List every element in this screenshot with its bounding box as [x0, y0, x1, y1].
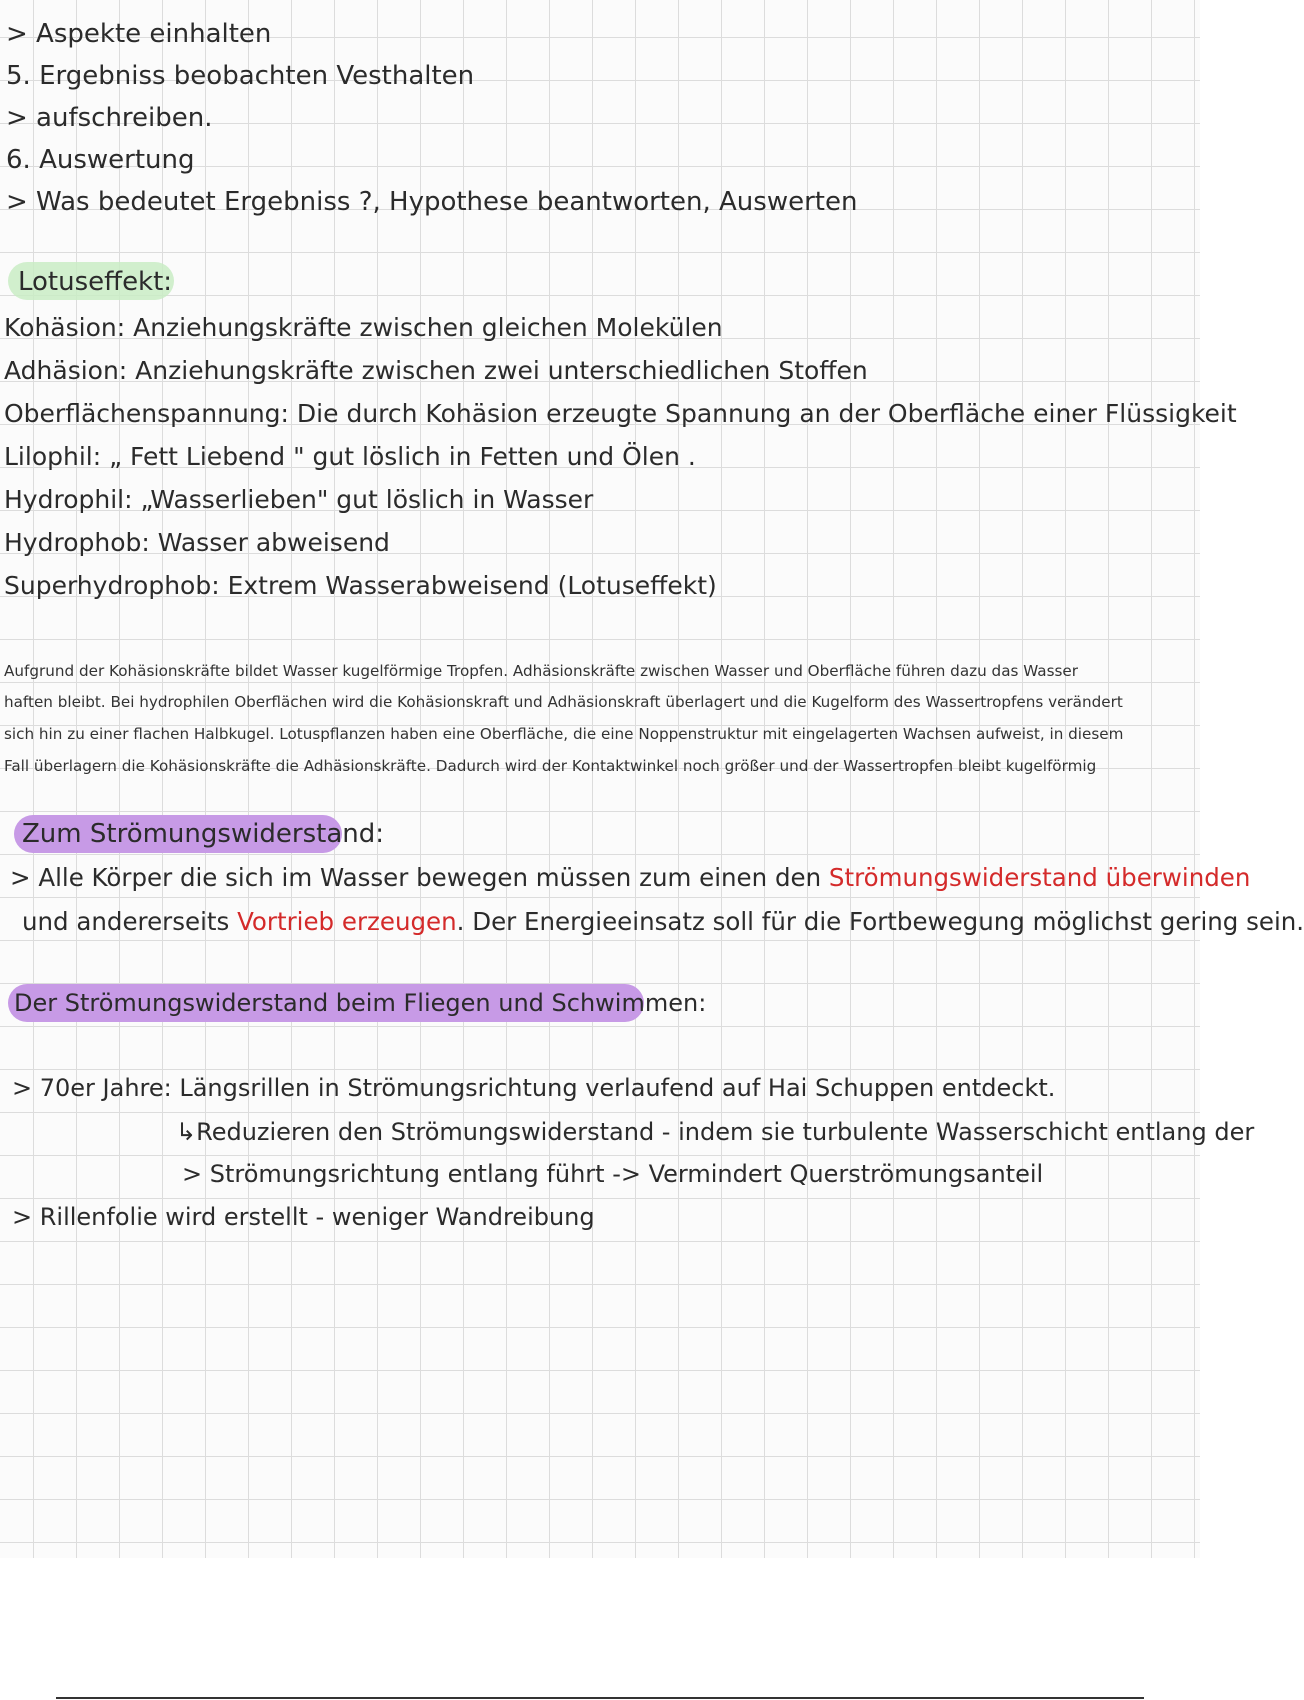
- fliegen-line-4: > Rillenfolie wird erstellt - weniger Wandreibung: [12, 1203, 595, 1231]
- step-6: 6. Auswertung: [6, 145, 195, 175]
- fliegen-heading: Der Strömungswiderstand beim Fliegen und Schwimmen:: [14, 989, 707, 1017]
- step-aufschreiben: > aufschreiben.: [6, 103, 213, 133]
- lotus-paragraph-line-2: haften bleibt. Bei hydrophilen Oberflächen wird die Kohäsionskraft und Adhäsionskraft überlagert und die Kugelform des Wassertropfens verändert: [4, 693, 1123, 711]
- lotus-paragraph-line-4: Fall überlagern die Kohäsionskräfte die Adhäsionskräfte. Dadurch wird der Kontaktwinkel noch größer und der Wassertropfen bleibt kugelförmig: [4, 757, 1097, 775]
- fliegen-line-2: ↳Reduzieren den Strömungswiderstand - indem sie turbulente Wasserschicht entlang der: [176, 1118, 1255, 1146]
- lotus-paragraph-line-3: sich hin zu einer flachen Halbkugel. Lotuspflanzen haben eine Oberfläche, die eine Noppenstruktur mit eingelagerten Wachsen aufweist, in diesem: [4, 725, 1124, 743]
- step-was-bedeutet: > Was bedeutet Ergebniss ?, Hypothese beantworten, Auswerten: [6, 187, 858, 217]
- def-lilophil: Lilophil: „ Fett Liebend " gut löslich in Fetten und Ölen .: [4, 442, 696, 471]
- stroemung-heading: Zum Strömungswiderstand:: [22, 819, 385, 849]
- def-superhydrophob: Superhydrophob: Extrem Wasserabweisend (Lotuseffekt): [4, 571, 717, 600]
- fliegen-line-3: > Strömungsrichtung entlang führt -> Vermindert Querströmungsanteil: [182, 1160, 1044, 1188]
- lotus-heading: Lotuseffekt:: [18, 267, 173, 297]
- stroemung-line-1-red: Strömungswiderstand überwinden: [828, 863, 1251, 892]
- lotus-paragraph-line-1: Aufgrund der Kohäsionskräfte bildet Wasser kugelförmige Tropfen. Adhäsionskräfte zwischen Wasser und Oberfläche führen dazu das Wasser: [4, 662, 1079, 680]
- def-hydrophil: Hydrophil: „Wasserlieben" gut löslich in Wasser: [4, 485, 594, 514]
- def-adhaesion: Adhäsion: Anziehungskräfte zwischen zwei unterschiedlichen Stoffen: [4, 356, 868, 385]
- bottom-rule: [56, 1697, 1144, 1699]
- stroemung-line-2-red: Vortrieb erzeugen: [237, 907, 457, 936]
- stroemung-line-1: [10, 862, 1250, 894]
- stroemung-line-2-text-b: . Der Energieeinsatz soll für die Fortbewegung möglichst gering sein.: [456, 907, 1304, 936]
- stroemung-line-2-text-a: und andererseits: [22, 907, 230, 936]
- def-kohaesion: Kohäsion: Anziehungskräfte zwischen gleichen Molekülen: [4, 313, 723, 342]
- stroemung-line-1-text: > Alle Körper die sich im Wasser bewegen müssen zum einen den: [10, 863, 822, 892]
- step-aspekte: > Aspekte einhalten: [6, 19, 272, 49]
- step-5: 5. Ergebniss beobachten Vesthalten: [6, 61, 475, 91]
- fliegen-line-1: > 70er Jahre: Längsrillen in Strömungsrichtung verlaufend auf Hai Schuppen entdeckt.: [12, 1074, 1056, 1102]
- stroemung-line-2: [22, 906, 1304, 938]
- def-hydrophob: Hydrophob: Wasser abweisend: [4, 528, 390, 557]
- def-oberflaechenspannung: Oberflächenspannung: Die durch Kohäsion erzeugte Spannung an der Oberfläche einer Flüssigkeit: [4, 399, 1237, 428]
